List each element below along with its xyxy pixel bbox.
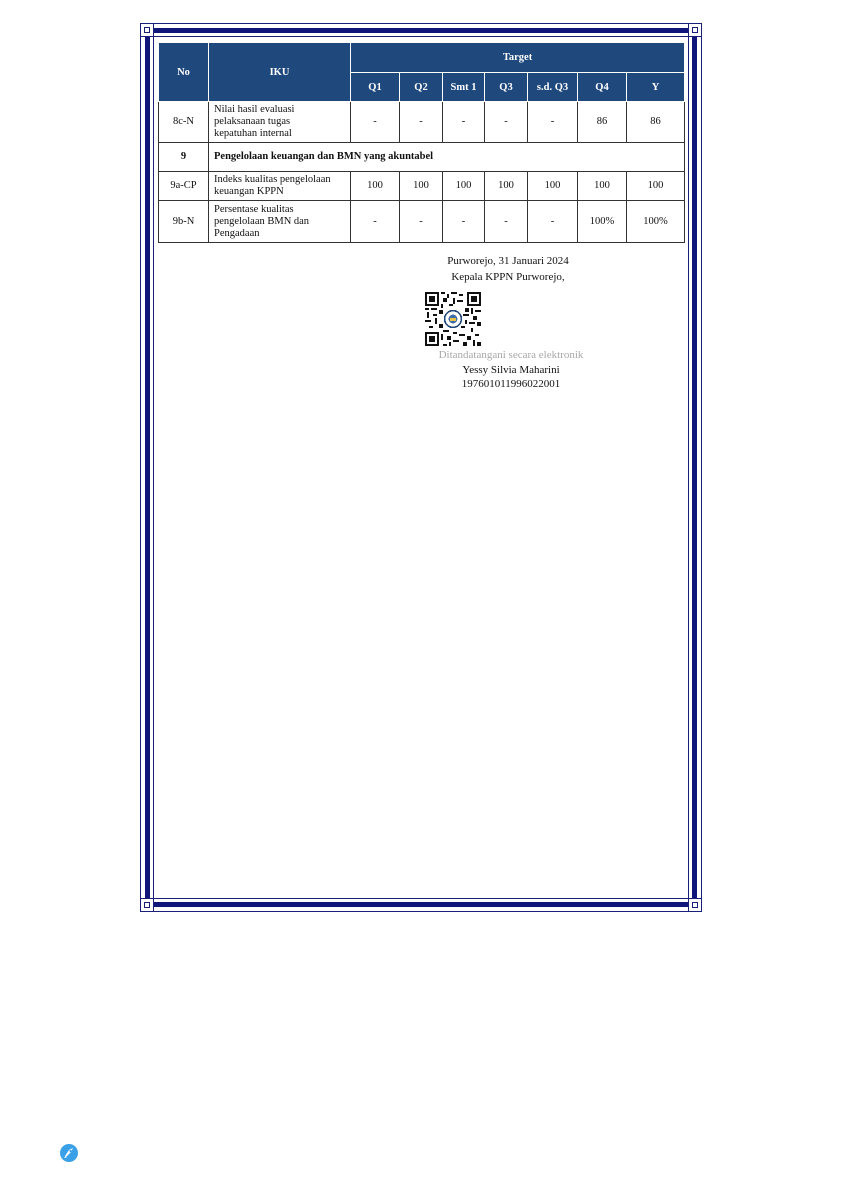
iku-line: Persentase kualitas bbox=[214, 203, 294, 215]
cell-q4: 86 bbox=[578, 102, 627, 143]
border-corner-ornament bbox=[140, 23, 154, 37]
rocket-badge-icon bbox=[59, 1143, 79, 1163]
cell-q2: - bbox=[400, 201, 443, 243]
cell-no: 8c-N bbox=[159, 102, 209, 143]
header-smt1: Smt 1 bbox=[443, 73, 485, 102]
cell-iku bbox=[209, 102, 351, 143]
iku-line: keuangan KPPN bbox=[214, 186, 284, 197]
border-corner-ornament bbox=[688, 23, 702, 37]
cell-q1: 100 bbox=[351, 172, 400, 201]
cell-no: 9a-CP bbox=[159, 172, 209, 201]
signatory-nip: 197601011996022001 bbox=[461, 378, 561, 390]
table-row bbox=[159, 102, 685, 143]
header-q3: Q3 bbox=[485, 73, 528, 102]
iku-line: pelaksanaan tugas bbox=[214, 116, 291, 127]
qr-code-icon bbox=[425, 292, 481, 346]
table-row bbox=[159, 201, 685, 243]
header-target: Target bbox=[351, 43, 685, 73]
cell-y: 86 bbox=[627, 102, 685, 143]
section-title: Pengelolaan keuangan dan BMN yang akuntabel bbox=[209, 143, 685, 172]
cell-sdq3: - bbox=[528, 201, 578, 243]
cell-smt1: - bbox=[443, 201, 485, 243]
cell-q3: 100 bbox=[485, 172, 528, 201]
cell-q3: - bbox=[485, 102, 528, 143]
signature-place-date: Purworejo, 31 Januari 2024 bbox=[447, 255, 569, 267]
iku-line: Nilai hasil evaluasi bbox=[214, 104, 295, 115]
cell-q3: - bbox=[485, 201, 528, 243]
iku-line: Indeks kualitas pengelolaan bbox=[214, 174, 331, 185]
cell-y: 100% bbox=[627, 201, 685, 243]
header-iku: IKU bbox=[209, 43, 351, 102]
cell-sdq3: 100 bbox=[528, 172, 578, 201]
cell-q1: - bbox=[351, 201, 400, 243]
cell-iku bbox=[209, 201, 351, 243]
iku-line: pengelolaan BMN dan bbox=[214, 215, 310, 227]
cell-y: 100 bbox=[627, 172, 685, 201]
header-no: No bbox=[159, 43, 209, 102]
header-q1: Q1 bbox=[351, 73, 400, 102]
cell-q1: - bbox=[351, 102, 400, 143]
cell-no: 9b-N bbox=[159, 201, 209, 243]
header-q4: Q4 bbox=[578, 73, 627, 102]
cell-smt1: 100 bbox=[443, 172, 485, 201]
section-row bbox=[159, 143, 685, 172]
cell-iku bbox=[209, 172, 351, 201]
header-sdq3: s.d. Q3 bbox=[528, 73, 578, 102]
target-table bbox=[158, 42, 685, 243]
cell-q4: 100 bbox=[578, 172, 627, 201]
table-row bbox=[159, 172, 685, 201]
border-corner-ornament bbox=[688, 898, 702, 912]
signature-note: Ditandatangani secara elektronik bbox=[438, 349, 584, 361]
signatory-name: Yessy Silvia Maharini bbox=[462, 364, 560, 376]
iku-line: Pengadaan bbox=[214, 227, 260, 239]
header-q2: Q2 bbox=[400, 73, 443, 102]
cell-no: 9 bbox=[159, 143, 209, 172]
border-corner-ornament bbox=[140, 898, 154, 912]
iku-line: kepatuhan internal bbox=[214, 128, 292, 139]
cell-q4: 100% bbox=[578, 201, 627, 243]
header-y: Y bbox=[627, 73, 685, 102]
signature-role: Kepala KPPN Purworejo, bbox=[451, 271, 565, 283]
cell-q2: 100 bbox=[400, 172, 443, 201]
cell-smt1: - bbox=[443, 102, 485, 143]
cell-sdq3: - bbox=[528, 102, 578, 143]
cell-q2: - bbox=[400, 102, 443, 143]
